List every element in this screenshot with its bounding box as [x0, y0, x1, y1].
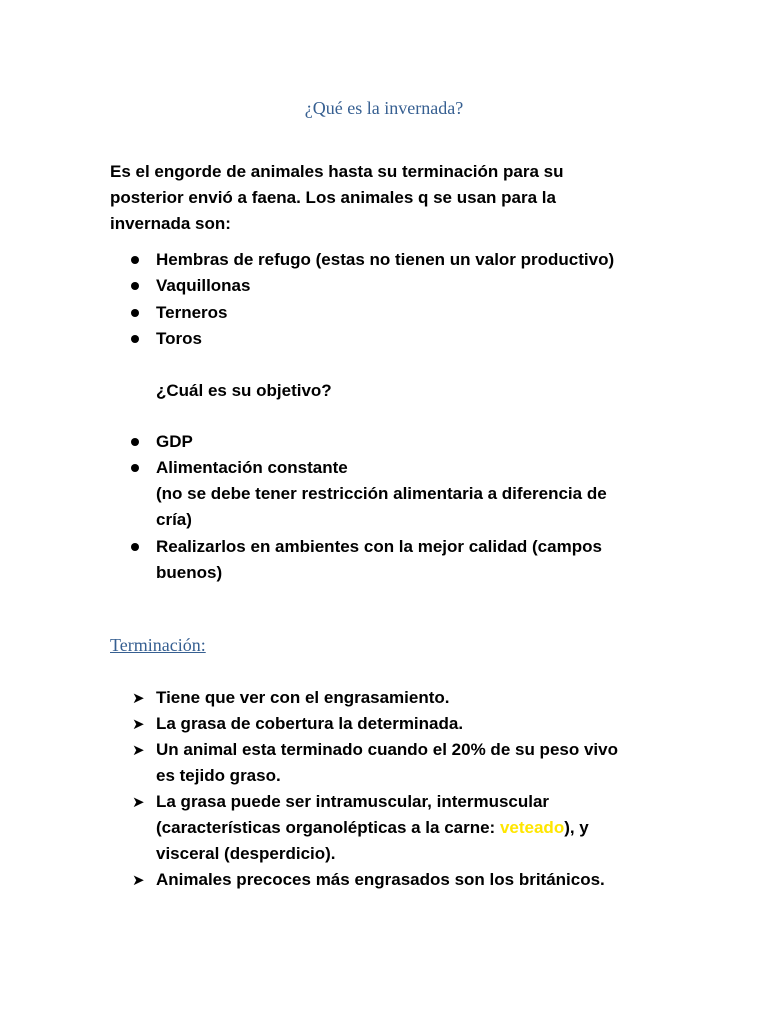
arrow-bullet-icon: ➤ — [132, 741, 145, 759]
bullet-icon — [131, 335, 139, 343]
section-heading-terminacion: Terminación: — [110, 635, 206, 655]
bullet-icon — [131, 256, 139, 264]
list-item: Un animal esta terminado cuando el 20% de su peso vivo — [156, 740, 618, 759]
list-item: visceral (desperdicio). — [156, 844, 336, 863]
list-item: es tejido graso. — [156, 766, 281, 785]
bullet-icon — [131, 309, 139, 317]
list-item: buenos) — [156, 563, 223, 582]
list-item: Toros — [156, 329, 202, 348]
list-item: Realizarlos en ambientes con la mejor calidad (campos — [156, 537, 602, 556]
list-item-text: ), y — [564, 818, 589, 837]
list-item: La grasa de cobertura la determinada. — [156, 714, 464, 733]
arrow-bullet-icon: ➤ — [132, 715, 145, 733]
list-item: Tiene que ver con el engrasamiento. — [156, 688, 450, 707]
arrow-bullet-icon: ➤ — [132, 793, 145, 811]
bullet-icon — [131, 438, 139, 446]
list-item: Terneros — [156, 303, 228, 322]
intro-line: invernada son: — [110, 214, 231, 233]
intro-line: Es el engorde de animales hasta su terminación para su — [110, 162, 564, 181]
highlighted-word: veteado — [499, 818, 565, 837]
intro-paragraph — [110, 159, 670, 237]
list-item: Hembras de refugo (estas no tienen un valor productivo) — [156, 250, 615, 269]
list-item: Animales precoces más engrasados son los británicos. — [156, 870, 605, 889]
bullet-icon — [131, 543, 139, 551]
list-item: Alimentación constante — [156, 458, 348, 477]
arrow-bullet-icon: ➤ — [132, 689, 145, 707]
list-item-text: (características organolépticas a la carne: — [156, 818, 500, 837]
list-item-detail: (no se debe tener restricción alimentaria a diferencia de — [156, 484, 607, 503]
objective-question: ¿Cuál es su objetivo? — [156, 381, 332, 400]
list-item: La grasa puede ser intramuscular, intermuscular — [156, 792, 550, 811]
list-item — [156, 818, 589, 838]
list-item: GDP — [156, 432, 193, 451]
bullet-icon — [131, 464, 139, 472]
page-title: ¿Qué es la invernada? — [304, 98, 464, 118]
list-item-detail: cría) — [156, 510, 192, 529]
intro-line: posterior envió a faena. Los animales q se usan para la — [110, 188, 556, 207]
bullet-icon — [131, 282, 139, 290]
arrow-bullet-icon: ➤ — [132, 871, 145, 889]
list-item: Vaquillonas — [156, 276, 251, 295]
